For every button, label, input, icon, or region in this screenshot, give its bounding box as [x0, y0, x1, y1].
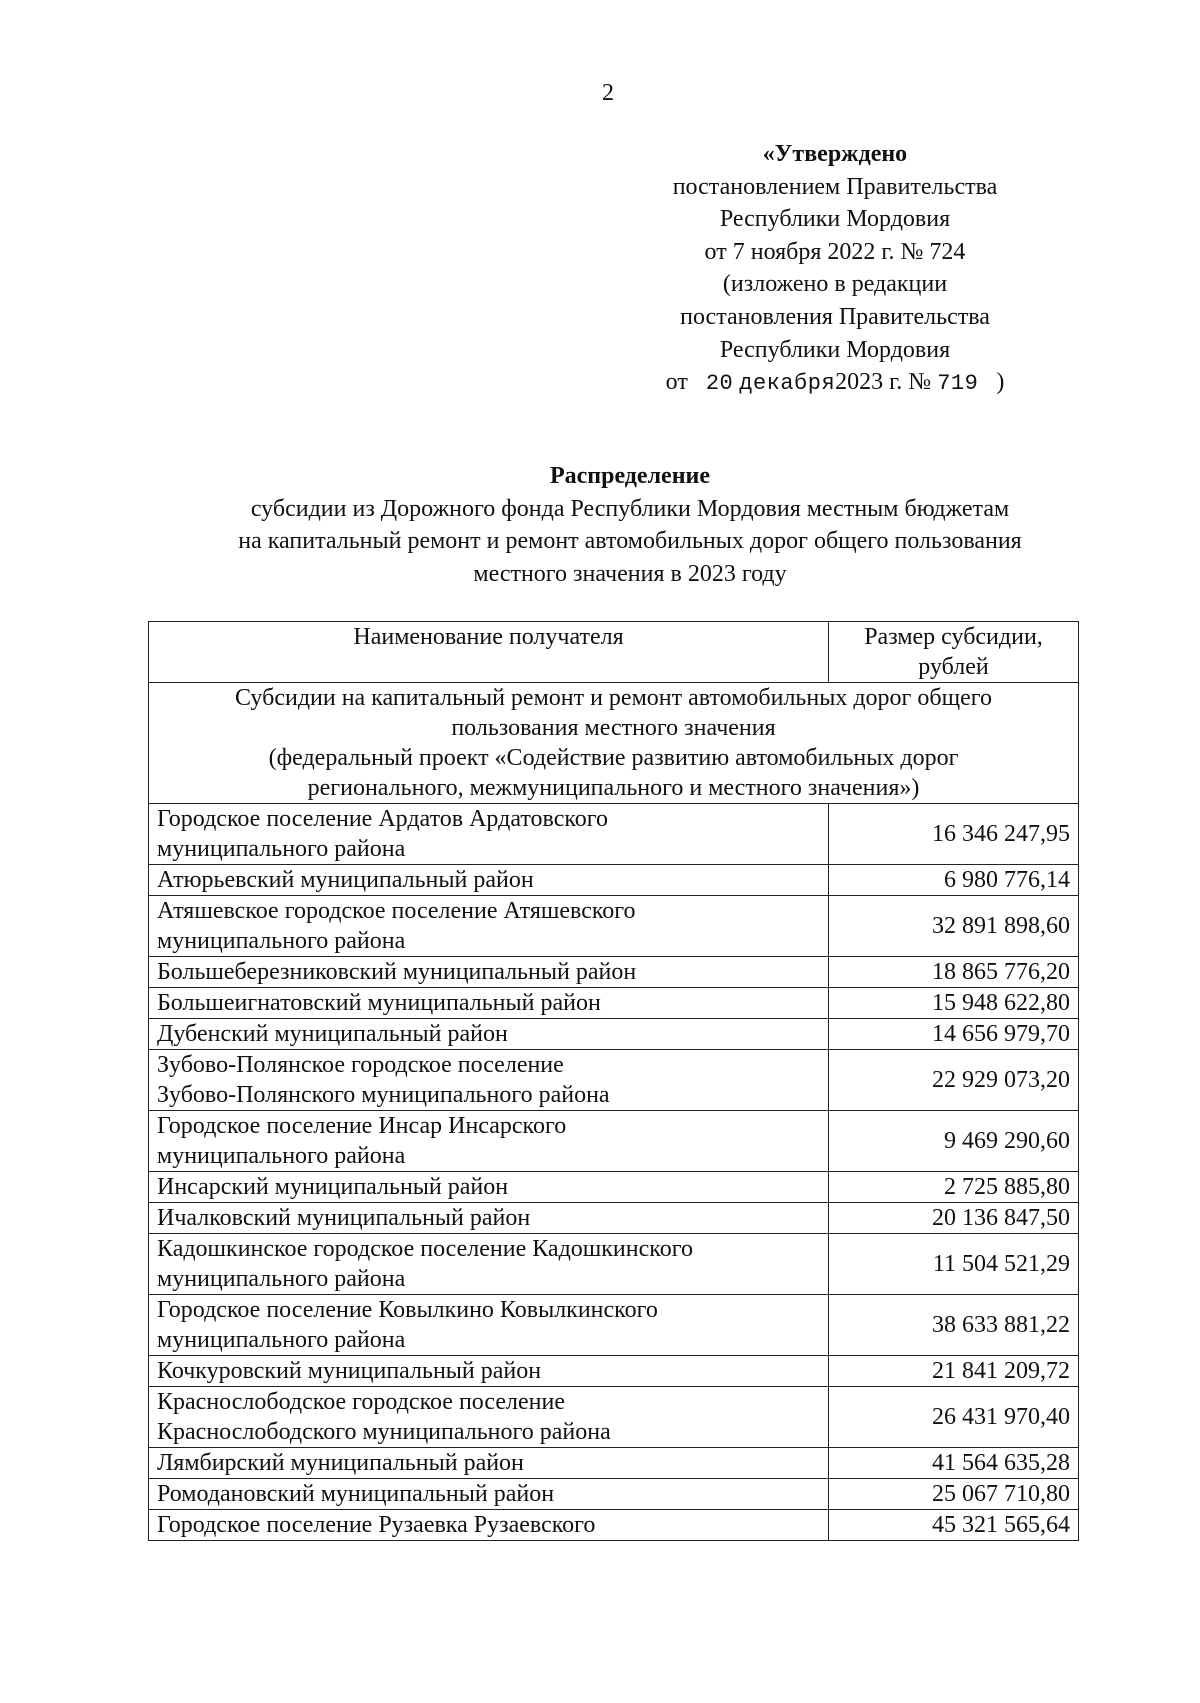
subsidy-amount: 18 865 776,20 — [829, 957, 1079, 988]
approval-heading: «Утверждено — [762, 141, 908, 167]
table-header-row — [149, 622, 1079, 683]
section-heading — [149, 683, 1079, 804]
approval-stamp — [600, 138, 1070, 401]
recipient-name — [149, 1356, 829, 1387]
recipient-name — [149, 957, 829, 988]
approval-line: Республики Мордовия — [719, 336, 951, 363]
recipient-name-line: муниципального района — [157, 1327, 406, 1353]
title-subtitle-line: на капитальный ремонт и ремонт автомобильных дорог общего пользования — [238, 528, 1022, 554]
approval-date-year: 2023 г. № — [835, 369, 932, 396]
table-row — [149, 1479, 1079, 1510]
recipient-name-line: Городское поселение Ковылкино Ковылкинского — [157, 1297, 658, 1323]
subsidy-amount: 9 469 290,60 — [829, 1111, 1079, 1172]
table-row — [149, 1387, 1079, 1448]
section-line: (федеральный проект «Содействие развитию автомобильных дорог — [268, 745, 959, 771]
subsidy-amount: 14 656 979,70 — [829, 1019, 1079, 1050]
subsidy-amount: 20 136 847,50 — [829, 1203, 1079, 1234]
header-amount-line: Размер субсидии, — [864, 624, 1043, 650]
recipient-name-line: Краснослободского муниципального района — [157, 1419, 611, 1445]
recipient-name — [149, 1295, 829, 1356]
recipient-name-line: муниципального района — [157, 1143, 406, 1169]
subsidy-amount: 41 564 635,28 — [829, 1448, 1079, 1479]
recipient-name — [149, 1172, 829, 1203]
subsidy-amount: 45 321 565,64 — [829, 1510, 1079, 1541]
recipient-name-line: Кадошкинское городское поселение Кадошкинского — [157, 1236, 693, 1262]
title-main: Распределение — [549, 463, 711, 489]
approval-date-suffix: ) — [996, 369, 1005, 396]
section-line: Субсидии на капитальный ремонт и ремонт автомобильных дорог общего — [235, 685, 992, 711]
recipient-name — [149, 896, 829, 957]
table-row — [149, 1019, 1079, 1050]
approval-date-day: 20 — [705, 371, 734, 397]
subsidy-table — [148, 621, 1079, 1541]
title-subtitle-line: местного значения в 2023 году — [473, 560, 787, 587]
approval-date-line — [600, 366, 1070, 401]
recipient-name — [149, 988, 829, 1019]
subsidy-amount: 38 633 881,22 — [829, 1295, 1079, 1356]
recipient-name-line: муниципального района — [157, 928, 406, 954]
subsidy-amount: 2 725 885,80 — [829, 1172, 1079, 1203]
approval-date-prefix: от — [665, 369, 688, 396]
header-subsidy-amount — [829, 622, 1079, 683]
header-amount-line: рублей — [918, 654, 989, 680]
section-line: пользования местного значения — [451, 715, 776, 741]
table-row — [149, 896, 1079, 957]
recipient-name — [149, 1234, 829, 1295]
approval-line: постановления Правительства — [680, 303, 990, 330]
subsidy-amount: 16 346 247,95 — [829, 804, 1079, 865]
recipient-name-line: Городское поселение Ардатов Ардатовского — [157, 806, 609, 832]
approval-line: Республики Мордовия — [719, 206, 951, 233]
table-row — [149, 1172, 1079, 1203]
section-row — [149, 683, 1079, 804]
subsidy-amount: 25 067 710,80 — [829, 1479, 1079, 1510]
recipient-name — [149, 1387, 829, 1448]
table-row — [149, 957, 1079, 988]
subsidy-amount: 21 841 209,72 — [829, 1356, 1079, 1387]
recipient-name-line: муниципального района — [157, 1266, 406, 1292]
recipient-name — [149, 1203, 829, 1234]
table-row — [149, 865, 1079, 896]
recipient-name — [149, 1019, 829, 1050]
recipient-name-line: Кочкуровский муниципальный район — [157, 1358, 542, 1384]
recipient-name-line: Лямбирский муниципальный район — [157, 1450, 524, 1476]
table-row — [149, 1448, 1079, 1479]
approval-line: (изложено в редакции — [722, 271, 948, 298]
recipient-name — [149, 1111, 829, 1172]
recipient-name-line: муниципального района — [157, 836, 406, 862]
table-row — [149, 988, 1079, 1019]
recipient-name — [149, 1448, 829, 1479]
title-subtitle-line: субсидии из Дорожного фонда Республики Мордовия местным бюджетам — [250, 495, 1010, 522]
subsidy-amount: 11 504 521,29 — [829, 1234, 1079, 1295]
page-number: 2 — [602, 80, 614, 106]
approval-date-number: 719 — [937, 371, 979, 397]
table-row — [149, 1356, 1079, 1387]
recipient-name-line: Городское поселение Рузаевка Рузаевского — [157, 1512, 596, 1538]
subsidy-amount: 32 891 898,60 — [829, 896, 1079, 957]
subsidy-amount: 22 929 073,20 — [829, 1050, 1079, 1111]
recipient-name-line: Дубенский муниципальный район — [157, 1021, 508, 1047]
recipient-name-line: Городское поселение Инсар Инсарского — [157, 1113, 567, 1139]
recipient-name-line: Зубово-Полянского муниципального района — [157, 1082, 610, 1108]
recipient-name-line: Атяшевское городское поселение Атяшевского — [157, 898, 636, 924]
table-row — [149, 1111, 1079, 1172]
recipient-name-line: Инсарский муниципальный район — [157, 1174, 509, 1200]
approval-line: от 7 ноября 2022 г. № 724 — [704, 238, 966, 265]
recipient-name — [149, 1479, 829, 1510]
recipient-name — [149, 1050, 829, 1111]
subsidy-amount: 15 948 622,80 — [829, 988, 1079, 1019]
recipient-name-line: Большеигнатовский муниципальный район — [157, 990, 601, 1016]
subsidy-amount: 6 980 776,14 — [829, 865, 1079, 896]
subsidy-amount: 26 431 970,40 — [829, 1387, 1079, 1448]
table-row — [149, 1050, 1079, 1111]
table-row — [149, 804, 1079, 865]
recipient-name-line: Зубово-Полянское городское поселение — [157, 1052, 564, 1078]
recipient-name-line: Атюрьевский муниципальный район — [157, 867, 534, 893]
document-title — [90, 460, 1170, 590]
approval-line: постановлением Правительства — [672, 173, 998, 200]
recipient-name — [149, 1510, 829, 1541]
recipient-name — [149, 865, 829, 896]
recipient-name-line: Большеберезниковский муниципальный район — [157, 959, 637, 985]
approval-date-month: декабря — [739, 371, 836, 397]
table-row — [149, 1295, 1079, 1356]
recipient-name-line: Краснослободское городское поселение — [157, 1389, 565, 1415]
section-line: регионального, межмуниципального и местного значения») — [307, 775, 920, 801]
header-recipient-name: Наименование получателя — [149, 622, 829, 683]
recipient-name-line: Ичалковский муниципальный район — [157, 1205, 531, 1231]
table-row — [149, 1510, 1079, 1541]
table-row — [149, 1203, 1079, 1234]
recipient-name-line: Ромодановский муниципальный район — [157, 1481, 555, 1507]
recipient-name — [149, 804, 829, 865]
table-row — [149, 1234, 1079, 1295]
